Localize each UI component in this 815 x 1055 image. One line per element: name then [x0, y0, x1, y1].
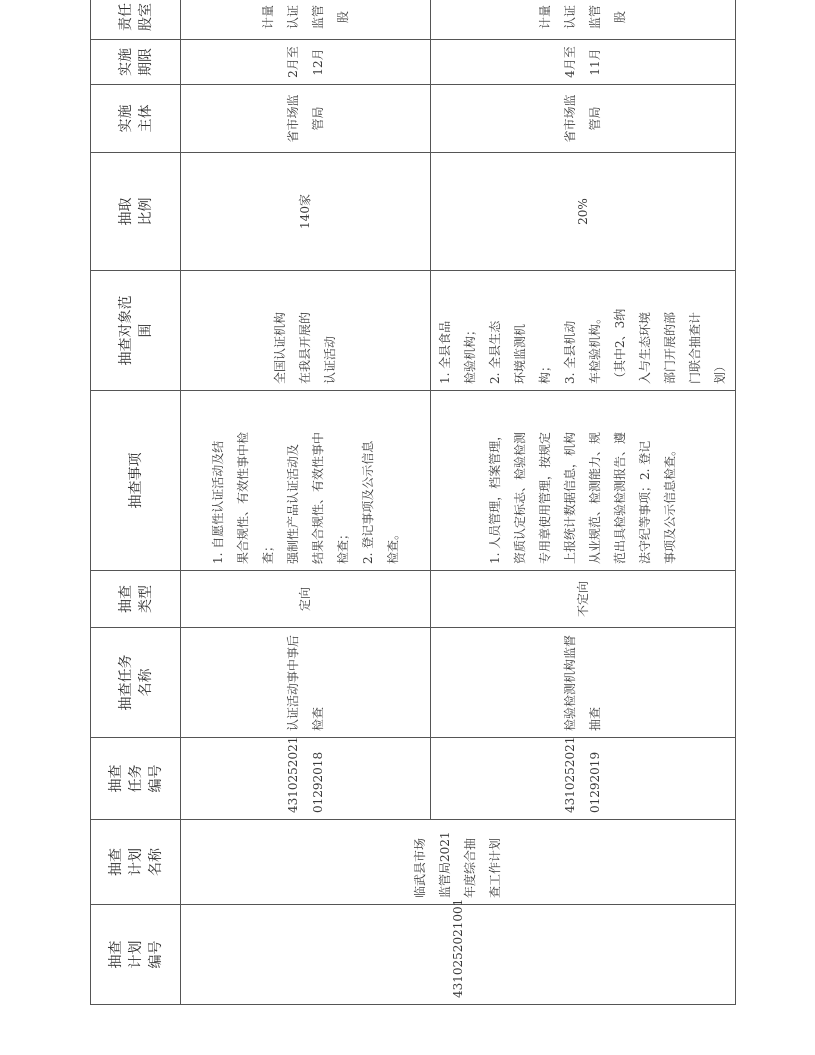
plan-number: 4310252021001 — [181, 905, 736, 1005]
check-type: 不定向 — [431, 571, 736, 628]
header-task-no: 抽查 任务 编号 — [91, 738, 181, 820]
check-scope: 1. 全县食品 检验机构； 2. 全县生态 环境监测机 构； 3. 全县机动 车检验机构。 （其中2、3纳 入与生态环境 部门开展的部 门联合抽查计 划） — [431, 271, 736, 391]
implementing-body: 省市场监 管局 — [431, 85, 736, 153]
header-body: 实施 主体 — [91, 85, 181, 153]
check-items: 1. 自愿性认证活动及结 果合规性、有效性事中检 查； 强制性产品认证活动及 结果合规性、有效性事中 检查； 2. 登记事项及公示信息 检查。 — [181, 391, 431, 571]
inspection-plan-table — [90, 0, 736, 1005]
sample-ratio: 20% — [431, 153, 736, 271]
check-items: 1. 人员管理，档案管理， 资质认定标志、检验检测 专用章使用管理，按规定 上报统计数据信息，机构 从业规范、检测能力、规 范出具检验检测报告、遵 法守纪等事项；2. 登记 事项及公示信息检查。 — [431, 391, 736, 571]
header-row — [91, 0, 181, 1005]
implementation-period: 4月至 11月 — [431, 40, 736, 85]
implementation-period: 2月至 12月 — [181, 40, 431, 85]
header-plan-no: 抽查 计划 编号 — [91, 905, 181, 1005]
check-scope: 全国认证机构 在我县开展的 认证活动 — [181, 271, 431, 391]
responsible-dept: 计量认证 监管股 — [431, 0, 736, 40]
header-task-name: 抽查任务 名称 — [91, 628, 181, 738]
table-row — [181, 0, 431, 1005]
task-name: 检验检测机构监督 抽查 — [431, 628, 736, 738]
task-number: 4310252021 01292018 — [181, 738, 431, 820]
header-items: 抽查事项 — [91, 391, 181, 571]
header-check-type: 抽查 类型 — [91, 571, 181, 628]
header-period: 实施 期限 — [91, 40, 181, 85]
task-name: 认证活动事中事后 检查 — [181, 628, 431, 738]
check-type: 定向 — [181, 571, 431, 628]
responsible-dept: 计量认证 监管股 — [181, 0, 431, 40]
sample-ratio: 140家 — [181, 153, 431, 271]
plan-name: 临武县市场 监管局2021 年度综合抽 查工作计划 — [181, 820, 736, 905]
task-number: 4310252021 01292019 — [431, 738, 736, 820]
header-scope: 抽查对象范 围 — [91, 271, 181, 391]
header-plan-name: 抽查 计划 名称 — [91, 820, 181, 905]
header-dept: 责任 股室 — [91, 0, 181, 40]
implementing-body: 省市场监 管局 — [181, 85, 431, 153]
header-ratio: 抽取 比例 — [91, 153, 181, 271]
